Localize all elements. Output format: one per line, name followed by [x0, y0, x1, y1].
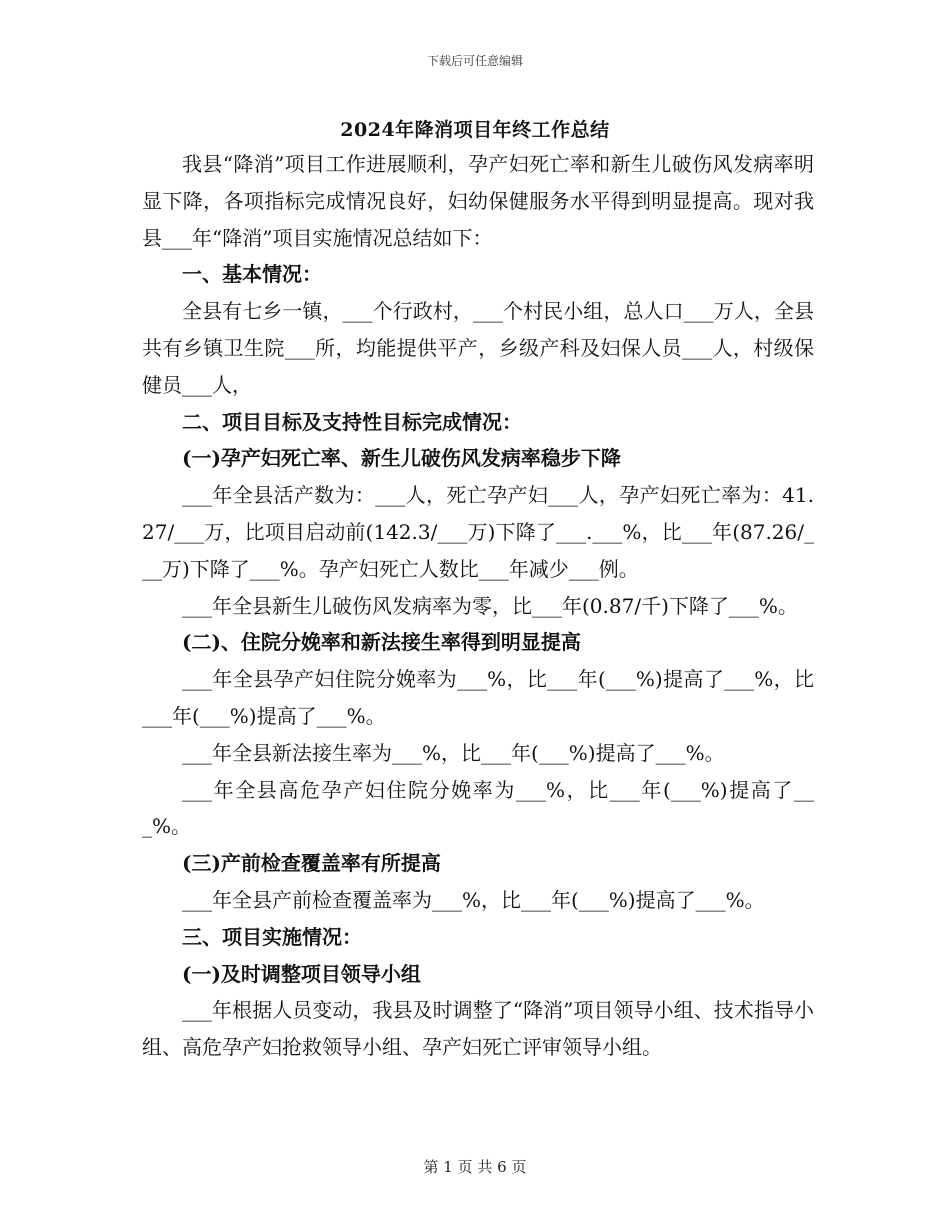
page-number-footer: 第 1 页 共 6 页 — [423, 1158, 527, 1176]
basic-info-paragraph: 全县有七乡一镇，___个行政村，___个村民小组，总人口___万人，全县共有乡镇卫生院___所，均能提供平产，乡级产科及妇保人员___人，村级保健员___人， — [142, 299, 814, 397]
page-header-note: 下载后可任意编辑 — [426, 54, 523, 68]
section-heading-targets: 二、项目目标及支持性目标完成情况： — [182, 409, 522, 434]
tetanus-paragraph: ___年全县新生儿破伤风发病率为零，比___年(0.87/千)下降了___%。 — [182, 593, 798, 618]
document-body — [142, 146, 814, 1066]
subsection-heading-mortality: (一)孕产妇死亡率、新生儿破伤风发病率稳步下降 — [182, 446, 621, 471]
intro-paragraph: 我县“降消”项目工作进展顺利，孕产妇死亡率和新生儿破伤风发病率明显下降，各项指标完成情况良好，妇幼保健服务水平得到明显提高。现对我县___年“降消”项目实施情况总结如下： — [142, 152, 814, 250]
subsection-heading-prenatal: (三)产前检查覆盖率有所提高 — [182, 851, 441, 876]
document-title: 2024年降消项目年终工作总结 — [340, 119, 610, 141]
section-heading-basic-info: 一、基本情况： — [182, 262, 322, 287]
leadership-paragraph: ___年根据人员变动，我县及时调整了“降消”项目领导小组、技术指导小组、高危孕产妇抢救领导小组、孕产妇死亡评审领导小组。 — [142, 998, 814, 1060]
prenatal-coverage-paragraph: ___年全县产前检查覆盖率为___%，比___年(___%)提高了___%。 — [182, 887, 765, 912]
subsection-heading-delivery: (二)、住院分娩率和新法接生率得到明显提高 — [182, 630, 581, 655]
high-risk-delivery-paragraph: ___年全县高危孕产妇住院分娩率为___%，比___年(___%)提高了___%。 — [142, 777, 814, 839]
hospital-delivery-paragraph: ___年全县孕产妇住院分娩率为___%，比___年(___%)提高了___%，比___年(___%)提高了___%。 — [142, 667, 814, 728]
subsection-heading-leadership: (一)及时调整项目领导小组 — [182, 961, 421, 986]
mortality-paragraph: ___年全县活产数为：___人，死亡孕产妇___人，孕产妇死亡率为：41.27/___万，比项目启动前(142.3/___万)下降了___.___%，比___年(87.26/___万)下降了___%。孕产妇死亡人数比___年减少___例。 — [142, 483, 814, 581]
section-heading-implementation: 三、项目实施情况： — [182, 924, 362, 949]
new-method-delivery-paragraph: ___年全县新法接生率为___%，比___年(___%)提高了___%。 — [182, 740, 725, 765]
